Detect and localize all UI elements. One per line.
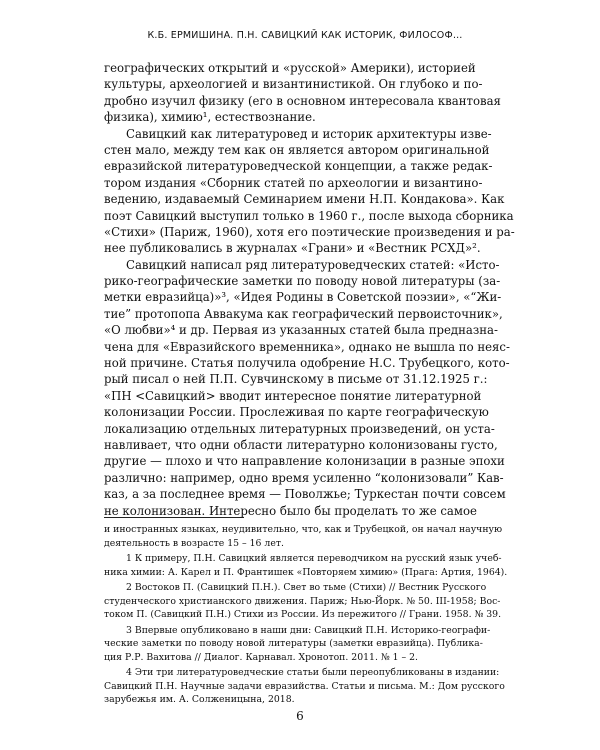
footnote-line: ция Р.Р. Вахитова // Диалог. Карнавал. Хронотоп. 2011. № 1 – 2. bbox=[104, 651, 418, 663]
text-line: тором издания «Сборник статей по археологии и византино- bbox=[104, 175, 483, 190]
text-line: другие — плохо и что направление колонизации в разные эпохи bbox=[104, 454, 505, 469]
text-line: колонизации России. Прослеживая по карте географическую bbox=[104, 405, 489, 420]
footnote-2 bbox=[104, 581, 516, 622]
footnote-divider bbox=[104, 517, 244, 518]
page-number: 6 bbox=[296, 709, 304, 723]
footnote-line: 3 Впервые опубликовано в наши дни: Савицкий П.Н. Историко-географи- bbox=[126, 624, 491, 636]
text-line: физика), химию¹, естествознание. bbox=[104, 110, 316, 125]
text-line: навливает, что одни области литературно колонизованы густо, bbox=[104, 437, 498, 452]
text-line: ведению, издаваемый Семинарием имени Н.П. Кондакова». Как bbox=[104, 192, 505, 207]
footnote-4 bbox=[104, 666, 516, 707]
footnote-line: Савицкий П.Н. Научные задачи евразийства. Статьи и письма. М.: Дом русского bbox=[104, 680, 505, 692]
text-line: локализацию отдельных литературных произведений, он уста- bbox=[104, 421, 495, 436]
text-line: «О любви»⁴ и др. Первая из указанных статей была предназна- bbox=[104, 323, 498, 338]
paragraph-3 bbox=[104, 257, 516, 519]
running-head: К.Б. ЕРМИШИНА. П.Н. САВИЦКИЙ КАК ИСТОРИК, ФИЛОСОФ… bbox=[147, 30, 463, 41]
footnote-line: и иностранных языках, неудивительно, что, как и Трубецкой, он начал научную bbox=[104, 524, 503, 535]
text-line: чена для «Евразийского временника», однако не вышла по неяс- bbox=[104, 339, 510, 354]
footnote-line: деятельность в возрасте 15 – 16 лет. bbox=[104, 537, 284, 549]
footnote-line: 4 Эти три литературоведческие статьи были переопубликованы в издании: bbox=[126, 667, 500, 678]
paragraph-1 bbox=[104, 60, 516, 126]
text-line: географических открытий и «русской» Америки), историей bbox=[104, 61, 476, 75]
text-line: дробно изучил физику (его в основном интересовала квантовая bbox=[104, 93, 501, 108]
footnote-line: зарубежья им. А. Солженицына, 2018. bbox=[104, 694, 295, 705]
footnote-line: студенческого христианского движения. Париж; Нью-Йорк. № 50. III-1958; Вос- bbox=[104, 595, 501, 607]
text-line: «Стихи» (Париж, 1960), хотя его поэтические произведения и ра- bbox=[104, 224, 515, 239]
text-line: культуры, археологией и византинистикой. Он глубоко и по- bbox=[104, 77, 483, 92]
footnote-line: током П. (Савицкий П.Н.) Стихи из России. Из пережитого // Грани. 1958. № 39. bbox=[104, 609, 502, 620]
footnote-1 bbox=[104, 552, 516, 579]
text-line: поэт Савицкий выступил только в 1960 г., после выхода сборника bbox=[104, 208, 514, 223]
text-line: тие” протопопа Аввакума как географический первоисточник», bbox=[104, 306, 503, 321]
footnotes bbox=[104, 523, 516, 707]
text-line: «ПН <Савицкий> вводит интересное понятие литературной bbox=[104, 388, 482, 403]
footnote-line: ника химии: А. Карел и П. Франтишек «Повторяем химию» (Прага: Артия, 1964). bbox=[104, 566, 508, 578]
text-line: не колонизован. Интересно было бы проделать то же самое bbox=[104, 503, 477, 518]
text-line: нее публиковались в журналах «Грани» и «Вестник РСХД»². bbox=[104, 241, 481, 256]
footnote-continuation bbox=[104, 523, 516, 550]
text-line: рико-географические заметки по поводу новой литературы (за- bbox=[104, 274, 501, 289]
text-line: Савицкий написал ряд литературоведческих статей: «Исто- bbox=[126, 257, 500, 272]
text-line: ной причине. Статья получила одобрение Н.С. Трубецкого, кото- bbox=[104, 356, 510, 371]
paragraph-2 bbox=[104, 126, 516, 257]
footnote-line: 2 Востоков П. (Савицкий П.Н.). Свет во тьме (Стихи) // Вестник Русского bbox=[126, 582, 487, 593]
footnote-line: 1 К примеру, П.Н. Савицкий является переводчиком на русский язык учеб- bbox=[126, 553, 502, 564]
text-line: стен мало, между тем как он является автором оригинальной bbox=[104, 142, 490, 157]
footnote-line: ческие заметки по поводу новой литературы (заметки евразийца). Публика- bbox=[104, 638, 483, 649]
main-text bbox=[104, 60, 516, 519]
text-line: метки евразийца)»³, «Идея Родины в Советской поэзии», «“Жи- bbox=[104, 290, 502, 305]
text-line: каз, а за последнее время — Поволжье; Туркестан почти совсем bbox=[104, 487, 506, 502]
text-line: евразийской литературоведческой концепции, а также редак- bbox=[104, 159, 493, 174]
footnote-3 bbox=[104, 624, 516, 665]
text-line: Савицкий как литературовед и историк архитектуры изве- bbox=[126, 126, 492, 141]
text-line: рый писал о ней П.П. Сувчинскому в письме от 31.12.1925 г.: bbox=[104, 372, 488, 387]
text-line: различно: например, одно время усиленно “колонизовали” Кав- bbox=[104, 470, 504, 485]
